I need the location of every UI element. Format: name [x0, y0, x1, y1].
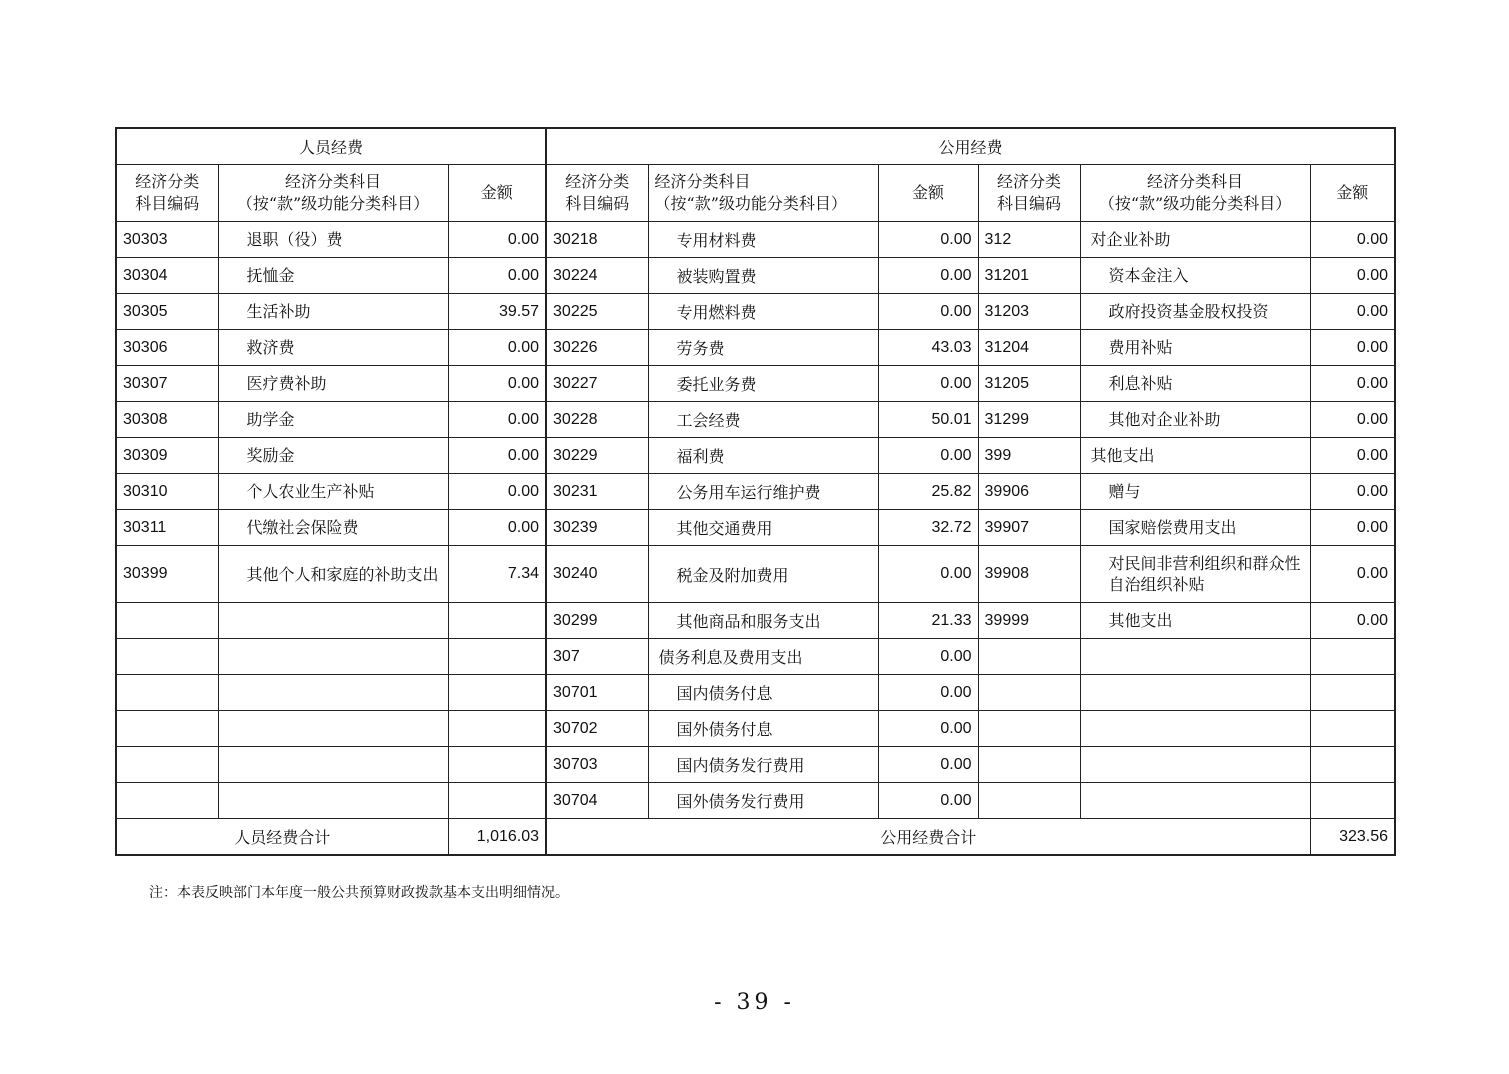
public-subject: 专用材料费 — [648, 222, 878, 258]
table-row — [116, 546, 1395, 603]
table-note: 注：本表反映部门本年度一般公共预算财政拨款基本支出明细情况。 — [149, 885, 569, 901]
public-code: 31299 — [978, 402, 1080, 438]
public-subject: 其他支出 — [1080, 438, 1310, 474]
table-row — [116, 366, 1395, 402]
header-subject: 经济分类科目 （按“款”级功能分类科目） — [648, 165, 878, 222]
header-amount: 金额 — [878, 165, 978, 222]
personnel-subject: 奖励金 — [218, 438, 448, 474]
personnel-code: 30305 — [116, 294, 218, 330]
public-code: 39907 — [978, 510, 1080, 546]
public-subject — [1080, 783, 1310, 819]
public-code: 399 — [978, 438, 1080, 474]
personnel-amount — [448, 747, 546, 783]
table-row — [116, 747, 1395, 783]
totals-row — [116, 819, 1395, 856]
public-subject: 国家赔偿费用支出 — [1080, 510, 1310, 546]
public-subject: 其他交通费用 — [648, 510, 878, 546]
public-code: 30224 — [546, 258, 648, 294]
public-amount — [1310, 747, 1395, 783]
budget-table — [115, 127, 1396, 856]
table-row — [116, 330, 1395, 366]
personnel-code: 30307 — [116, 366, 218, 402]
public-amount: 32.72 — [878, 510, 978, 546]
header-amount: 金额 — [448, 165, 546, 222]
public-code: 30239 — [546, 510, 648, 546]
public-subject: 其他支出 — [1080, 603, 1310, 639]
personnel-subject: 生活补助 — [218, 294, 448, 330]
public-code: 31205 — [978, 366, 1080, 402]
public-subject: 资本金注入 — [1080, 258, 1310, 294]
public-code — [978, 783, 1080, 819]
personnel-amount — [448, 639, 546, 675]
public-amount: 0.00 — [878, 546, 978, 603]
public-subject: 劳务费 — [648, 330, 878, 366]
personnel-code: 30399 — [116, 546, 218, 603]
public-amount: 43.03 — [878, 330, 978, 366]
public-subject: 费用补贴 — [1080, 330, 1310, 366]
public-code — [978, 675, 1080, 711]
personnel-amount — [448, 675, 546, 711]
public-amount: 0.00 — [1310, 366, 1395, 402]
public-amount: 0.00 — [1310, 402, 1395, 438]
public-amount: 0.00 — [878, 747, 978, 783]
public-code: 30703 — [546, 747, 648, 783]
public-code: 31204 — [978, 330, 1080, 366]
public-code: 30229 — [546, 438, 648, 474]
table-row — [116, 603, 1395, 639]
public-code: 30299 — [546, 603, 648, 639]
public-subject: 其他商品和服务支出 — [648, 603, 878, 639]
public-subject: 对企业补助 — [1080, 222, 1310, 258]
personnel-amount — [448, 711, 546, 747]
public-amount: 0.00 — [1310, 438, 1395, 474]
public-code: 307 — [546, 639, 648, 675]
header-subject: 经济分类科目 （按“款”级功能分类科目） — [1080, 165, 1310, 222]
personnel-amount: 0.00 — [448, 510, 546, 546]
personnel-code — [116, 675, 218, 711]
page-number: - 39 - — [714, 990, 795, 1015]
public-amount — [1310, 711, 1395, 747]
personnel-amount — [448, 783, 546, 819]
personnel-code: 30311 — [116, 510, 218, 546]
personnel-code — [116, 639, 218, 675]
table-row — [116, 639, 1395, 675]
table-row — [116, 294, 1395, 330]
public-amount: 0.00 — [878, 675, 978, 711]
public-code: 39908 — [978, 546, 1080, 603]
personnel-amount: 0.00 — [448, 222, 546, 258]
personnel-code: 30308 — [116, 402, 218, 438]
public-amount — [1310, 639, 1395, 675]
table-row — [116, 474, 1395, 510]
personnel-subject: 退职（役）费 — [218, 222, 448, 258]
personnel-subject: 救济费 — [218, 330, 448, 366]
public-amount: 0.00 — [1310, 474, 1395, 510]
public-amount: 0.00 — [878, 366, 978, 402]
personnel-code — [116, 711, 218, 747]
header-code: 经济分类 科目编码 — [546, 165, 648, 222]
public-subject — [1080, 675, 1310, 711]
public-code: 30701 — [546, 675, 648, 711]
personnel-amount: 0.00 — [448, 366, 546, 402]
public-code: 30240 — [546, 546, 648, 603]
public-code: 39999 — [978, 603, 1080, 639]
personnel-subject — [218, 747, 448, 783]
column-header-row — [116, 165, 1395, 222]
personnel-amount: 0.00 — [448, 330, 546, 366]
personnel-code — [116, 603, 218, 639]
public-code: 31203 — [978, 294, 1080, 330]
public-subject: 对民间非营利组织和群众性自治组织补贴 — [1080, 546, 1310, 603]
public-subject — [1080, 747, 1310, 783]
public-amount: 0.00 — [878, 438, 978, 474]
public-code — [978, 747, 1080, 783]
table-row — [116, 258, 1395, 294]
public-subject: 委托业务费 — [648, 366, 878, 402]
public-subject: 国内债务付息 — [648, 675, 878, 711]
personnel-total-amount: 1,016.03 — [448, 819, 546, 856]
personnel-code: 30304 — [116, 258, 218, 294]
public-amount: 0.00 — [1310, 258, 1395, 294]
personnel-amount: 7.34 — [448, 546, 546, 603]
public-subject: 政府投资基金股权投资 — [1080, 294, 1310, 330]
public-subject — [1080, 711, 1310, 747]
public-amount: 0.00 — [878, 783, 978, 819]
public-code: 39906 — [978, 474, 1080, 510]
public-amount: 0.00 — [1310, 546, 1395, 603]
public-amount: 0.00 — [878, 639, 978, 675]
public-code: 30226 — [546, 330, 648, 366]
personnel-amount: 0.00 — [448, 402, 546, 438]
personnel-code: 30310 — [116, 474, 218, 510]
header-code: 经济分类 科目编码 — [978, 165, 1080, 222]
personnel-code — [116, 747, 218, 783]
section-public: 公用经费 — [546, 128, 1395, 165]
personnel-total-label: 人员经费合计 — [116, 819, 448, 856]
personnel-amount: 39.57 — [448, 294, 546, 330]
header-subject: 经济分类科目 （按“款”级功能分类科目） — [218, 165, 448, 222]
public-subject: 国内债务发行费用 — [648, 747, 878, 783]
header-amount: 金额 — [1310, 165, 1395, 222]
public-code: 30704 — [546, 783, 648, 819]
public-amount: 50.01 — [878, 402, 978, 438]
personnel-subject: 其他个人和家庭的补助支出 — [218, 546, 448, 603]
personnel-subject — [218, 783, 448, 819]
public-amount: 21.33 — [878, 603, 978, 639]
public-code: 30227 — [546, 366, 648, 402]
public-subject — [1080, 639, 1310, 675]
personnel-amount: 0.00 — [448, 474, 546, 510]
header-code: 经济分类 科目编码 — [116, 165, 218, 222]
personnel-subject: 助学金 — [218, 402, 448, 438]
public-code: 30225 — [546, 294, 648, 330]
public-subject: 福利费 — [648, 438, 878, 474]
public-code — [978, 711, 1080, 747]
section-personnel: 人员经费 — [116, 128, 546, 165]
public-amount: 0.00 — [1310, 603, 1395, 639]
table-row — [116, 438, 1395, 474]
public-amount: 0.00 — [1310, 222, 1395, 258]
public-amount: 0.00 — [878, 258, 978, 294]
public-total-label: 公用经费合计 — [546, 819, 1310, 856]
personnel-subject — [218, 711, 448, 747]
personnel-code — [116, 783, 218, 819]
public-subject: 利息补贴 — [1080, 366, 1310, 402]
public-code: 30228 — [546, 402, 648, 438]
public-subject: 债务利息及费用支出 — [648, 639, 878, 675]
public-subject: 被装购置费 — [648, 258, 878, 294]
personnel-amount — [448, 603, 546, 639]
personnel-code: 30303 — [116, 222, 218, 258]
personnel-subject — [218, 639, 448, 675]
public-subject: 工会经费 — [648, 402, 878, 438]
personnel-amount: 0.00 — [448, 438, 546, 474]
table-row — [116, 222, 1395, 258]
public-amount: 0.00 — [1310, 330, 1395, 366]
public-code: 30702 — [546, 711, 648, 747]
public-amount: 0.00 — [1310, 510, 1395, 546]
public-code — [978, 639, 1080, 675]
public-subject: 税金及附加费用 — [648, 546, 878, 603]
personnel-amount: 0.00 — [448, 258, 546, 294]
personnel-subject: 抚恤金 — [218, 258, 448, 294]
table-row — [116, 402, 1395, 438]
public-subject: 公务用车运行维护费 — [648, 474, 878, 510]
table-row — [116, 711, 1395, 747]
public-amount: 25.82 — [878, 474, 978, 510]
personnel-subject: 代缴社会保险费 — [218, 510, 448, 546]
public-subject: 国外债务发行费用 — [648, 783, 878, 819]
personnel-subject: 医疗费补助 — [218, 366, 448, 402]
public-code: 30218 — [546, 222, 648, 258]
public-code: 312 — [978, 222, 1080, 258]
public-amount: 0.00 — [878, 222, 978, 258]
table-row — [116, 783, 1395, 819]
public-subject: 赠与 — [1080, 474, 1310, 510]
public-subject: 国外债务付息 — [648, 711, 878, 747]
public-amount: 0.00 — [1310, 294, 1395, 330]
public-subject: 其他对企业补助 — [1080, 402, 1310, 438]
public-subject: 专用燃料费 — [648, 294, 878, 330]
table-row — [116, 675, 1395, 711]
personnel-subject — [218, 603, 448, 639]
public-amount: 0.00 — [878, 711, 978, 747]
public-amount — [1310, 783, 1395, 819]
public-amount: 0.00 — [878, 294, 978, 330]
personnel-subject — [218, 675, 448, 711]
public-amount — [1310, 675, 1395, 711]
public-code: 30231 — [546, 474, 648, 510]
personnel-code: 30306 — [116, 330, 218, 366]
personnel-subject: 个人农业生产补贴 — [218, 474, 448, 510]
public-total-amount: 323.56 — [1310, 819, 1395, 856]
personnel-code: 30309 — [116, 438, 218, 474]
section-header-row — [116, 128, 1395, 165]
table-row — [116, 510, 1395, 546]
public-code: 31201 — [978, 258, 1080, 294]
